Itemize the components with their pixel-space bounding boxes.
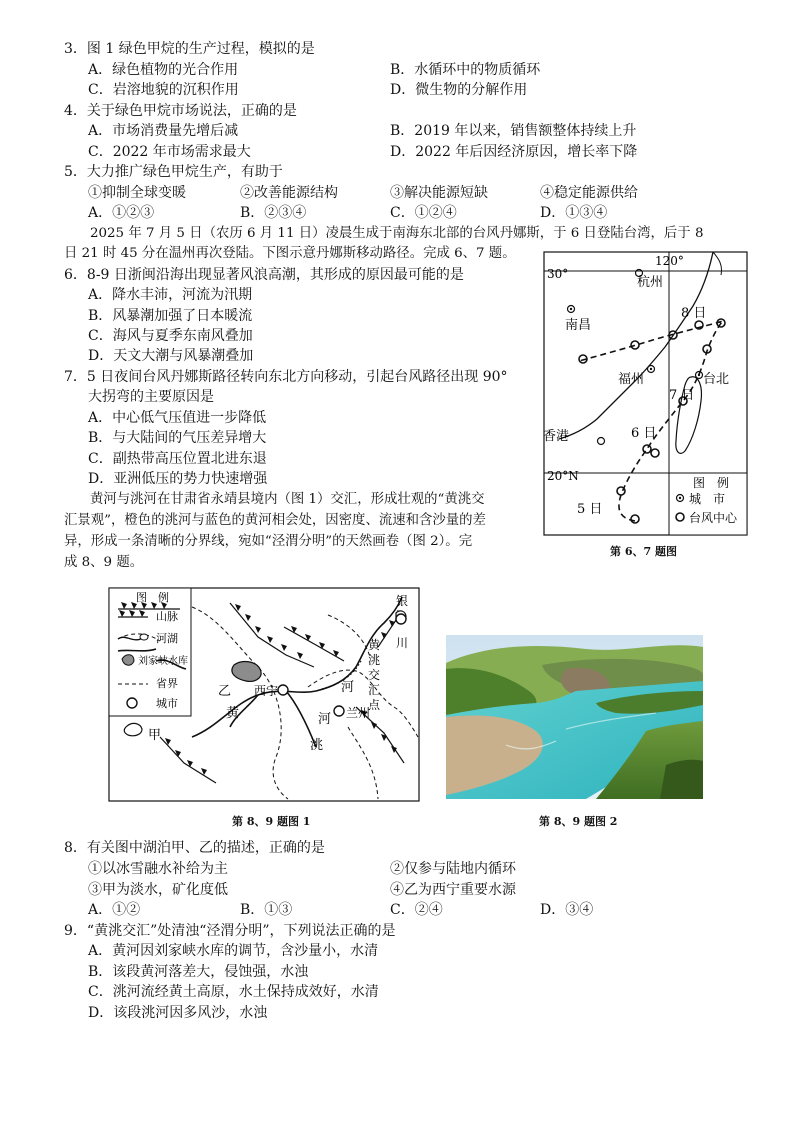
q6-stem: 6．8-9 日浙闽沿海出现显著风浪高潮，其形成的原因最可能的是 [64,267,464,283]
city-hangzhou: 杭州 [637,275,664,290]
q8-option-c: C．②④ [390,902,443,918]
q3-option-d: D．微生物的分解作用 [390,82,528,98]
q8-option-a: A．①② [88,902,141,918]
q7-option-b: B．与大陆间的气压差异增大 [88,430,267,446]
q6-option-c: C．海风与夏季东南风叠加 [88,328,253,344]
q5-option-b: B．②③④ [240,205,307,221]
city-fuzhou: 福州 [618,372,645,387]
confluence-char-4: 汇 [368,683,381,697]
day-label-7: 7 日 [669,388,695,403]
river-label-huang: 黄 [226,706,240,721]
q8-item-2: ②仅参与陆地内循环 [390,861,516,877]
q3-option-c: C．岩溶地貌的沉积作用 [88,82,239,98]
lake-jia-label: 甲 [148,728,162,743]
legend-title: 图 例 [693,476,730,490]
q5-item-3: ③解决能源短缺 [390,185,488,201]
q4-option-b: B．2019 年以来，销售额整体持续上升 [390,123,637,139]
city-hongkong: 香港 [543,429,570,444]
legend-lake: 河湖 [156,632,178,645]
river-intro-line3: 异，形成一条清晰的分界线，宛如“泾渭分明”的天然画卷（图 2）。完 [64,534,473,549]
confluence-photo [446,635,703,799]
confluence-char-2: 洮 [368,653,381,667]
q5-option-a: A．①②③ [88,205,155,221]
q6-option-b: B．风暴潮加强了日本暖流 [88,308,253,324]
river-label-he2: 河 [318,712,332,727]
q4-stem: 4．关于绿色甲烷市场说法，正确的是 [64,103,297,119]
lake-yi-label: 乙 [218,684,232,699]
typhoon-intro-line2: 日 21 时 45 分在温州再次登陆。下图示意丹娜斯移动路径。完成 6、7 题。 [64,246,516,261]
legend-mountain: 山脉 [156,610,178,623]
q5-stem: 5．大力推广绿色甲烷生产，有助于 [64,164,283,180]
q5-item-2: ②改善能源结构 [240,185,338,201]
q9-option-b: B．该段黄河落差大，侵蚀强，水浊 [88,964,309,980]
city-yinchuan-2: 川 [396,636,409,650]
q3-option-b: B．水循环中的物质循环 [390,62,541,78]
legend-city: 城 市 [689,492,726,506]
q8-item-3: ③甲为淡水，矿化度低 [88,882,228,898]
legend-reservoir: 刘家峡水库 [138,656,188,667]
q4-option-d: D．2022 年后因经济原因，增长率下降 [390,144,638,160]
day-label-5: 5 日 [577,502,603,517]
city-yinchuan-1: 银 [396,594,409,608]
q8-option-d: D．③④ [540,902,594,918]
q8-item-4: ④乙为西宁重要水源 [390,882,516,898]
river-intro-line4: 成 8、9 题。 [64,555,144,570]
q5-item-4: ④稳定能源供给 [540,185,638,201]
q8-option-b: B．①③ [240,902,293,918]
confluence-char-5: 点 [368,698,381,712]
q7-stem-line1: 7．5 日夜间台风丹娜斯路径转向东北方向移动，引起台风路径出现 90° [64,369,508,385]
typhoon-intro-line1: 2025 年 7 月 5 日（农历 6 月 11 日）凌晨生成于南海东北部的台风丹娜斯，于 6 日登陆台湾，后于 8 [90,226,704,241]
q4-option-c: C．2022 年市场需求最大 [88,144,251,160]
q7-option-d: D．亚洲低压的势力快速增强 [88,471,268,487]
q5-option-d: D．①③④ [540,205,608,221]
legend-border: 省界 [156,677,178,690]
legend-title: 图 例 [136,591,169,604]
q6-option-d: D．天文大潮与风暴潮叠加 [88,348,254,364]
river-intro-line1: 黄河与洮河在甘肃省永靖县境内（图 1）交汇，形成壮观的“黄洮交 [90,492,485,507]
river-label-tao: 洮 [310,738,324,753]
latitude-20-label: 20°N [547,469,579,483]
q3-stem: 3．图 1 绿色甲烷的生产过程，模拟的是 [64,41,315,57]
day-label-8: 8 日 [681,306,707,321]
q9-option-a: A．黄河因刘家峡水库的调节，含沙量小，水清 [88,943,379,959]
typhoon-track-map [543,251,748,536]
river-intro-line2: 汇景观”，橙色的洮河与蓝色的黄河相会处，因密度、流速和含沙量的差 [64,513,486,528]
q7-stem-line2: 大拐弯的主要原因是 [88,389,214,405]
q8-item-1: ①以冰雪融水补给为主 [88,861,228,877]
city-taibei: 台北 [703,372,730,387]
confluence-char-1: 黄 [368,638,381,652]
legend-typhoon-center: 台风中心 [689,511,738,525]
latitude-30-label: 30° [547,267,569,281]
q6-option-a: A．降水丰沛，河流为汛期 [88,287,253,303]
q3-option-a: A．绿色植物的光合作用 [88,62,239,78]
legend-city: 城市 [156,697,178,710]
river-label-he1: 河 [341,680,355,695]
longitude-label: 120° [655,254,684,268]
city-lanzhou: 兰州 [346,706,371,720]
typhoon-map-caption: 第 6、7 题图 [610,545,677,558]
yellow-tao-river-map [108,587,420,802]
q7-option-a: A．中心低气压值进一步降低 [88,410,267,426]
day-label-6: 6 日 [631,426,657,441]
q9-option-d: D．该段洮河因多风沙，水浊 [88,1005,268,1021]
q4-option-a: A．市场消费量先增后减 [88,123,239,139]
q9-option-c: C．洮河流经黄土高原，水土保持成效好，水清 [88,984,379,1000]
q7-option-c: C．副热带高压位置北进东退 [88,451,267,467]
city-nanchang: 南昌 [565,318,592,333]
city-xining: 西宁 [254,684,279,698]
confluence-char-3: 交 [368,668,381,682]
q8-stem: 8．有关图中湖泊甲、乙的描述，正确的是 [64,840,325,856]
river-map-caption: 第 8、9 题图 1 [232,815,311,828]
q9-stem: 9．“黄洮交汇”处清浊“泾渭分明”，下列说法正确的是 [64,923,396,939]
q5-item-1: ①抑制全球变暖 [88,185,186,201]
q5-option-c: C．①②④ [390,205,457,221]
photo-caption: 第 8、9 题图 2 [539,815,618,828]
